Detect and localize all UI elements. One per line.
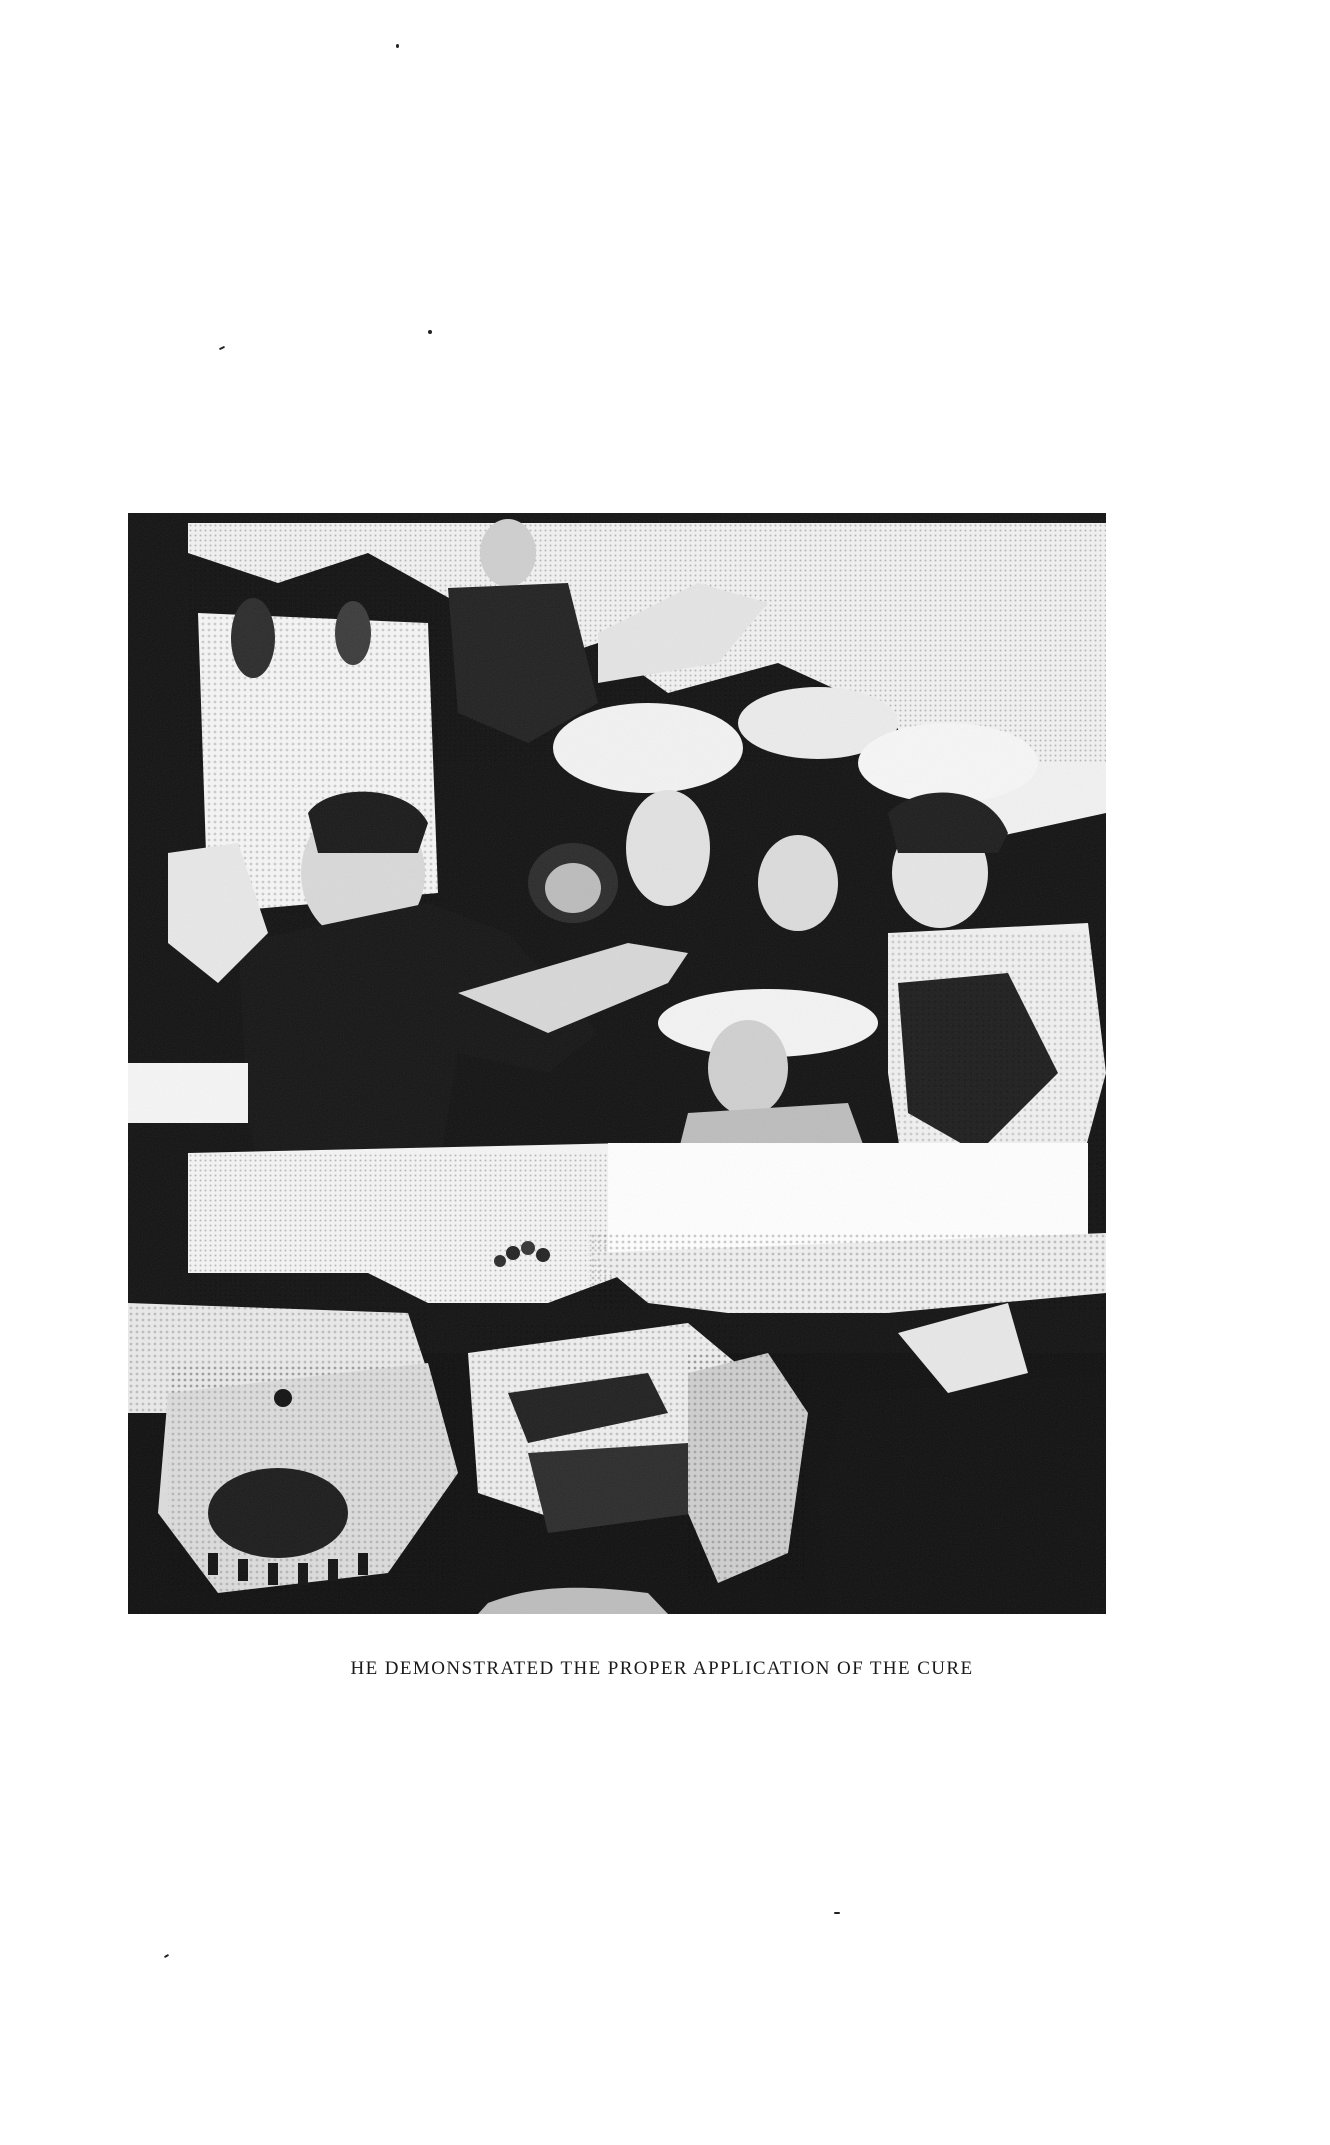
scan-speck xyxy=(396,44,399,48)
scan-speck xyxy=(219,346,225,350)
scan-speck xyxy=(834,1912,840,1914)
photo-caption: HE DEMONSTRATED THE PROPER APPLICATION OF THE CURE xyxy=(350,1658,974,1679)
scan-speck xyxy=(428,330,432,334)
halftone-photograph xyxy=(128,513,1106,1614)
scan-speck xyxy=(164,1954,169,1958)
